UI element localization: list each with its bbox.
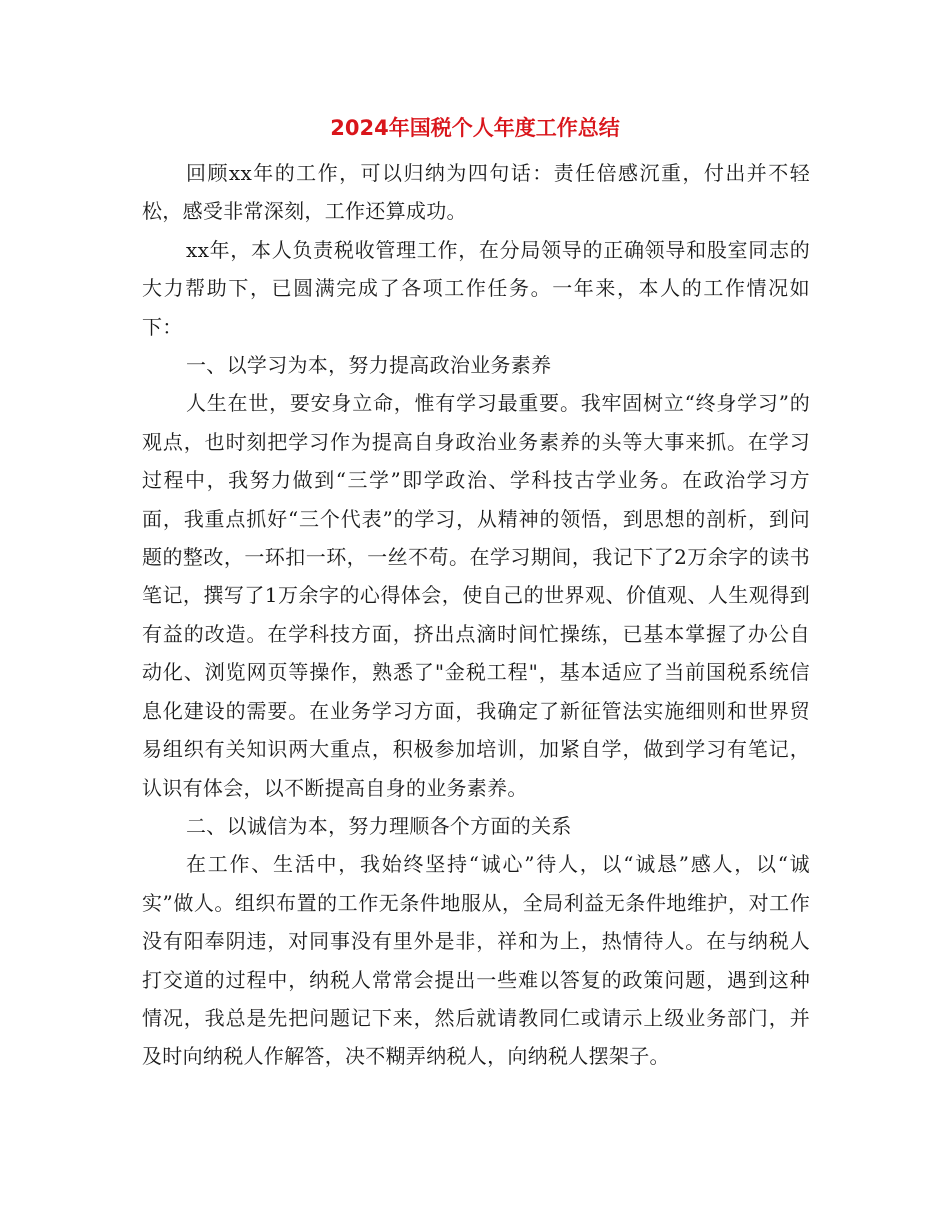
document-title: 2024年国税个人年度工作总结 bbox=[330, 116, 620, 140]
paragraph-overview: xx年，本人负责税收管理工作，在分局领导的正确领导和股室同志的大力帮助下，已圆满完成了各项工作任务。一年来，本人的工作情况如下： bbox=[142, 237, 810, 339]
section-heading-integrity: 二、以诚信为本，努力理顺各个方面的关系 bbox=[186, 813, 572, 838]
paragraph-integrity: 在工作、生活中，我始终坚持“诚心”待人，以“诚恳”感人，以“诚实”做人。组织布置的工作无条件地服从，全局利益无条件地维护，对工作没有阳奉阴违，对同事没有里外是非，祥和为上，热情待人。在与纳税人打交道的过程中，纳税人常常会提出一些难以答复的政策问题，遇到这种情况，我总是先把问题记下来，然后就请教同仁或请示上级业务部门，并及时向纳税人作解答，决不糊弄纳税人，向纳税人摆架子。 bbox=[142, 852, 810, 1069]
paragraph-review: 回顾xx年的工作，可以归纳为四句话：责任倍感沉重，付出并不轻松，感受非常深刻，工作还算成功。 bbox=[142, 161, 810, 224]
paragraph-study: 人生在世，要安身立命，惟有学习最重要。我牢固树立“终身学习”的观点，也时刻把学习作为提高自身政治业务素养的头等大事来抓。在学习过程中，我努力做到“三学”即学政治、学科技古学业务。在政治学习方面，我重点抓好“三个代表”的学习，从精神的领悟，到思想的剖析，到问题的整改，一环扣一环，一丝不苟。在学习期间，我记下了2万余字的读书笔记，撰写了1万余字的心得体会，使自己的世界观、价值观、人生观得到有益的改造。在学科技方面，挤出点滴时间忙操练，已基本掌握了办公自动化、浏览网页等操作，熟悉了"金税工程"，基本适应了当前国税系统信息化建设的需要。在业务学习方面，我确定了新征管法实施细则和世界贸易组织有关知识两大重点，积极参加培训，加紧自学，做到学习有笔记，认识有体会，以不断提高自身的业务素养。 bbox=[142, 391, 810, 800]
document-body bbox=[142, 154, 810, 1076]
section-heading-study: 一、以学习为本，努力提高政治业务素养 bbox=[186, 353, 552, 378]
